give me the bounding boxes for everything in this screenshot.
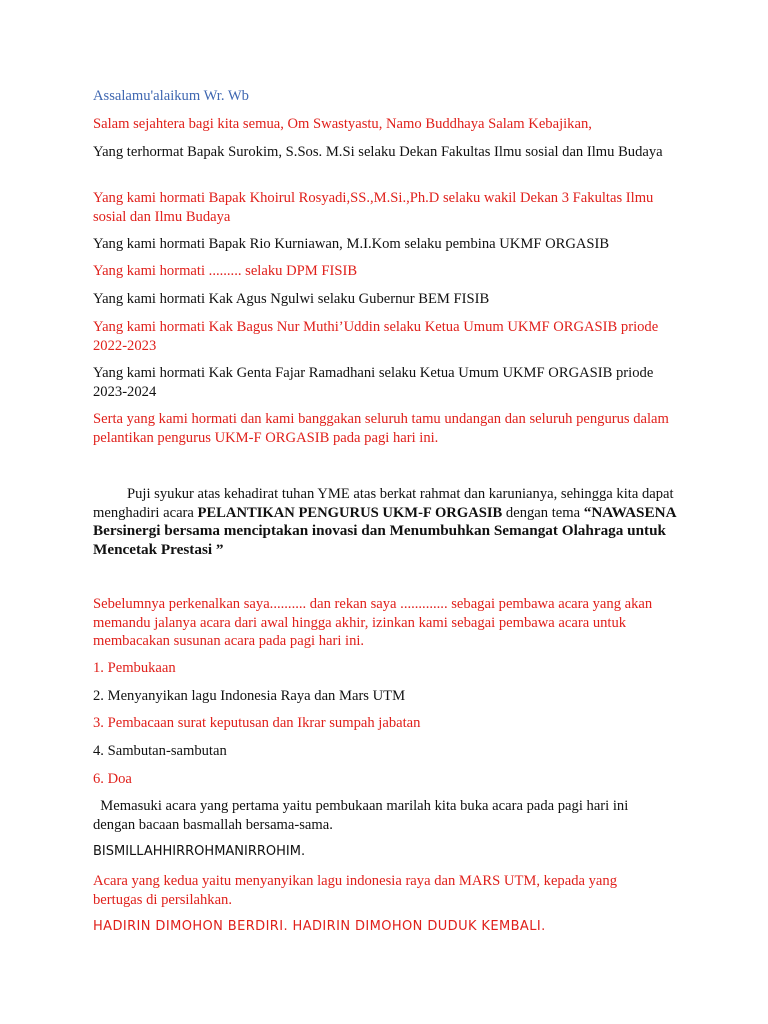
respect-line-6: Yang kami hormati Kak Bagus Nur Muthi’Uddin selaku Ketua Umum UKMF ORGASIB priode 2022-2023	[93, 319, 659, 354]
basmallah-text: BISMILLAHHIRROHMANIRROHIM.	[93, 844, 306, 859]
respect-line-8: Serta yang kami hormati dan kami banggakan seluruh tamu undangan dan seluruh pengurus dalam pelantikan pengurus UKM-F ORGASIB pada pagi hari ini.	[93, 411, 669, 446]
gratitude-text: Puji syukur atas kehadirat tuhan YME atas berkat rahmat dan karunianya, sehingga kita dapat menghadiri acara	[93, 486, 674, 521]
respect-line-1: Yang terhormat Bapak Surokim, S.Sos. M.Si selaku Dekan Fakultas Ilmu sosial dan Ilmu Budaya	[93, 144, 663, 160]
agenda-item-1: 1. Pembukaan	[93, 660, 176, 676]
agenda-item-6: 6. Doa	[93, 771, 132, 787]
agenda-item-4: 4. Sambutan-sambutan	[93, 743, 227, 759]
respect-line-2: Yang kami hormati Bapak Khoirul Rosyadi,SS.,M.Si.,Ph.D selaku wakil Dekan 3 Fakultas Ilmu sosial dan Ilmu Budaya	[93, 190, 654, 225]
opening-paragraph: Memasuki acara yang pertama yaitu pembukaan marilah kita buka acara pada pagi hari ini dengan bacaan basmallah bersama-sama.	[93, 798, 632, 833]
agenda-item-3: 3. Pembacaan surat keputusan dan Ikrar sumpah jabatan	[93, 715, 421, 731]
opening-greeting: Assalamu'alaikum Wr. Wb	[93, 88, 249, 104]
audience-instruction: HADIRIN DIMOHON BERDIRI. HADIRIN DIMOHON DUDUK KEMBALI.	[93, 919, 546, 934]
introduction-paragraph: Sebelumnya perkenalkan saya.......... dan rekan saya ............. sebagai pembawa acara yang akan memandu jalanya acara dari awal hingga akhir, izinkan kami sebagai pembawa acara untuk membacakan susunan acara pada pagi hari ini.	[93, 596, 653, 649]
general-greeting: Salam sejahtera bagi kita semua, Om Swastyastu, Namo Buddhaya Salam Kebajikan,	[93, 116, 592, 132]
respect-line-3: Yang kami hormati Bapak Rio Kurniawan, M.I.Kom selaku pembina UKMF ORGASIB	[93, 236, 610, 252]
second-agenda-paragraph: Acara yang kedua yaitu menyanyikan lagu indonesia raya dan MARS UTM, kepada yang bertugas di persilahkan.	[93, 873, 617, 908]
event-name: PELANTIKAN PENGURUS UKM-F ORGASIB	[197, 504, 503, 521]
agenda-item-2: 2. Menyanyikan lagu Indonesia Raya dan Mars UTM	[93, 688, 406, 704]
respect-line-5: Yang kami hormati Kak Agus Ngulwi selaku Gubernur BEM FISIB	[93, 291, 490, 307]
event-theme: “NAWASENA Bersinergi bersama menciptakan inovasi dan Menumbuhkan Semangat Olahraga untuk Mencetak Prestasi ”	[93, 503, 676, 558]
respect-line-4: Yang kami hormati ......... selaku DPM FISIB	[93, 263, 358, 279]
gratitude-text-2: dengan tema	[502, 504, 584, 521]
gratitude-paragraph	[93, 485, 683, 559]
respect-line-7: Yang kami hormati Kak Genta Fajar Ramadhani selaku Ketua Umum UKMF ORGASIB priode 2023-2024	[93, 365, 654, 400]
